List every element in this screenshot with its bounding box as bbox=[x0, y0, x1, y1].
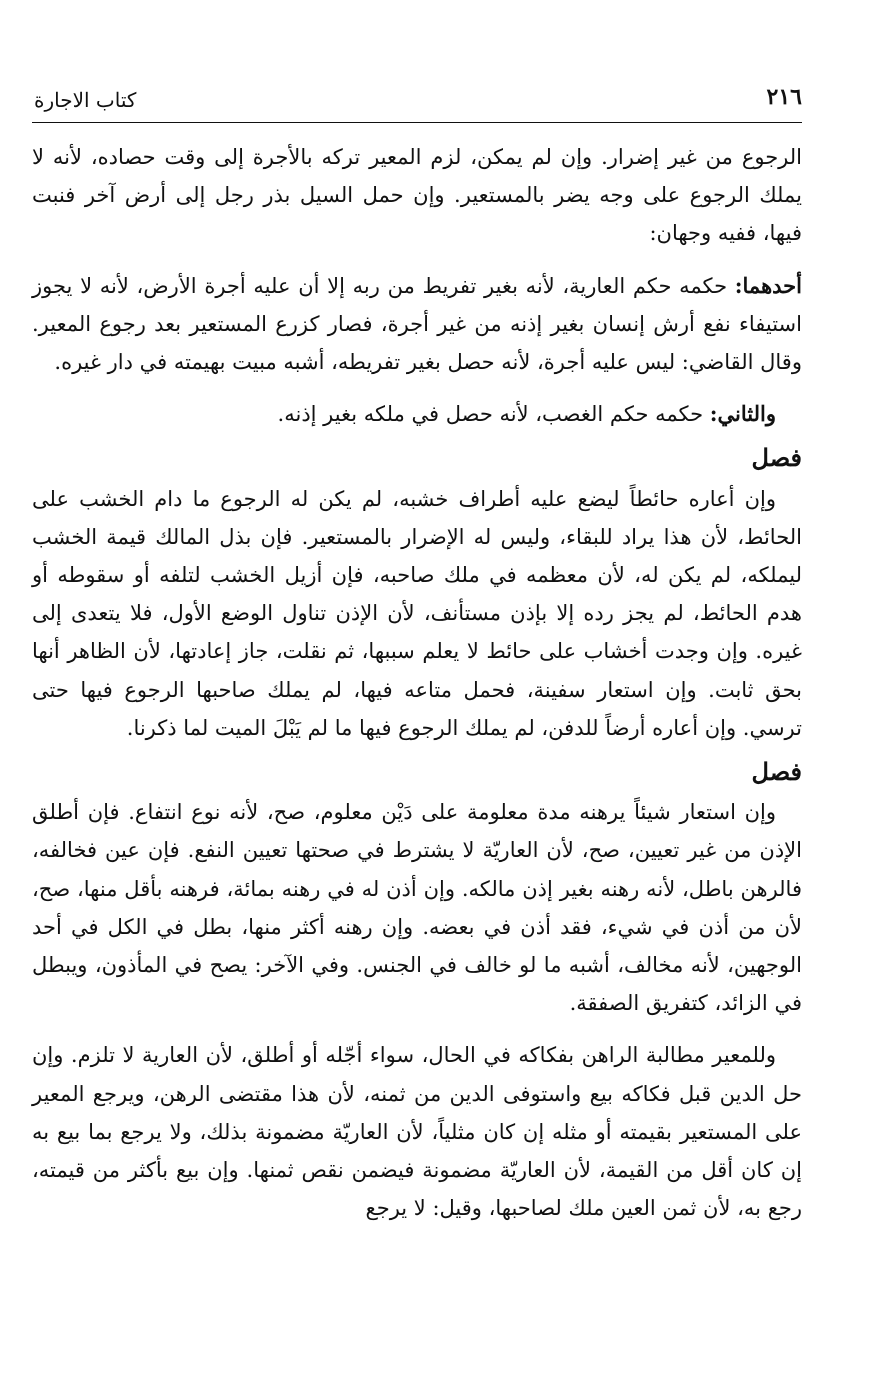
section-heading: فصل bbox=[751, 757, 802, 787]
paragraph-lead: والثاني: bbox=[709, 401, 776, 427]
paragraph-text: حكمه حكم العارية، لأنه بغير تفريط من ربه إلا أن عليه أجرة الأرض، لأنه لا يجوز استيفاء نفع أرش إنسان بغير إذنه من غير أجرة، فصار كزرع المستعير بعد رجوع المعير. وقال القاضي: ليس عليه أجرة، لأنه حصل بغير تفريطه، أشبه مبيت بهيمته في دار غيره. bbox=[32, 273, 802, 375]
main-text bbox=[32, 138, 802, 1241]
paragraph bbox=[32, 267, 802, 382]
section-heading: فصل bbox=[751, 443, 802, 473]
paragraph-lead: أحدهما: bbox=[734, 272, 802, 298]
paragraph: وإن استعار شيئاً يرهنه مدة معلومة على دَيْن معلوم، صح، لأنه نوع انتفاع. فإن أطلق الإذن من غير تعيين، صح، لأن العاريّة لا يشترط في صحتها تعيين النفع. فإن عين فخالفه، فالرهن باطل، لأنه رهنه بغير إذن مالكه. وإن أذن له في رهنه بمائة، فرهنه بأقل منها، صح، لأن من أذن في شيء، فقد أذن في بعضه. وإن رهنه أكثر منها، بطل في الكل في أحد الوجهين، لأنه مخالف، أشبه ما لو خالف في الجنس. وفي الآخر: يصح في المأذون، ويبطل في الزائد، كتفريق الصفقة. bbox=[32, 800, 802, 1016]
paragraph bbox=[32, 138, 802, 253]
paragraph: وإن أعاره حائطاً ليضع عليه أطراف خشبه، لم يكن له الرجوع ما دام الخشب على الحائط، لأن هذا يراد للبقاء، وليس له الإضرار بالمستعير. فإن بذل المالك قيمة الخشب ليملكه، لم يكن له، لأن معظمه في ملك صاحبه، فإن أزيل الخشب لتلفه أو سقوطه أو هدم الحائط، لم يجز رده إلا بإذن مستأنف، لأن الإذن تناول الوضع الأول، فلا يتعدى إلى غيره. وإن وجدت أخشاب على حائط لا يعلم سببها، ثم نقلت، جاز إعادتها، لأن الظاهر أنها بحق ثابت. وإن استعار سفينة، فحمل متاعه فيها، لم يملك صاحبها الرجوع فيها حتى ترسي. وإن أعاره أرضاً للدفن، لم يملك الرجوع فيها ما لم يَبْلَ الميت لما ذكرنا. bbox=[32, 486, 802, 740]
page-header bbox=[32, 82, 802, 123]
page-number: ٢١٦ bbox=[766, 84, 802, 110]
paragraph: وللمعير مطالبة الراهن بفكاكه في الحال، سواء أجّله أو أطلق، لأن العارية لا تلزم. وإن حل الدين قبل فكاكه بيع واستوفى الدين من ثمنه، لأن هذا مقتضى الرهن، ويرجع المعير على المستعير بقيمته أو مثله إن كان مثلياً، لأن العاريّة مضمونة بذلك، ولا يرجع بما بيع به إن كان أقل من القيمة، لأن العاريّة مضمونة فيضمن نقص ثمنها. وإن بيع بأكثر من قيمته، رجع به، لأن ثمن العين ملك لصاحبها، وقيل: لا يرجع bbox=[32, 1043, 802, 1221]
paragraph bbox=[32, 395, 802, 433]
paragraph-text: حكمه حكم الغصب، لأنه حصل في ملكه بغير إذنه. bbox=[277, 402, 710, 427]
running-title: كتاب الاجارة bbox=[34, 88, 137, 112]
paragraph-text: الرجوع من غير إضرار. وإن لم يمكن، لزم المعير تركه بالأجرة إلى وقت حصاده، لأنه لا يملك الرجوع على وجه يضر بالمستعير. وإن حمل السيل بذر رجل إلى أرض آخر فنبت فيها، ففيه وجهان: bbox=[32, 145, 802, 246]
